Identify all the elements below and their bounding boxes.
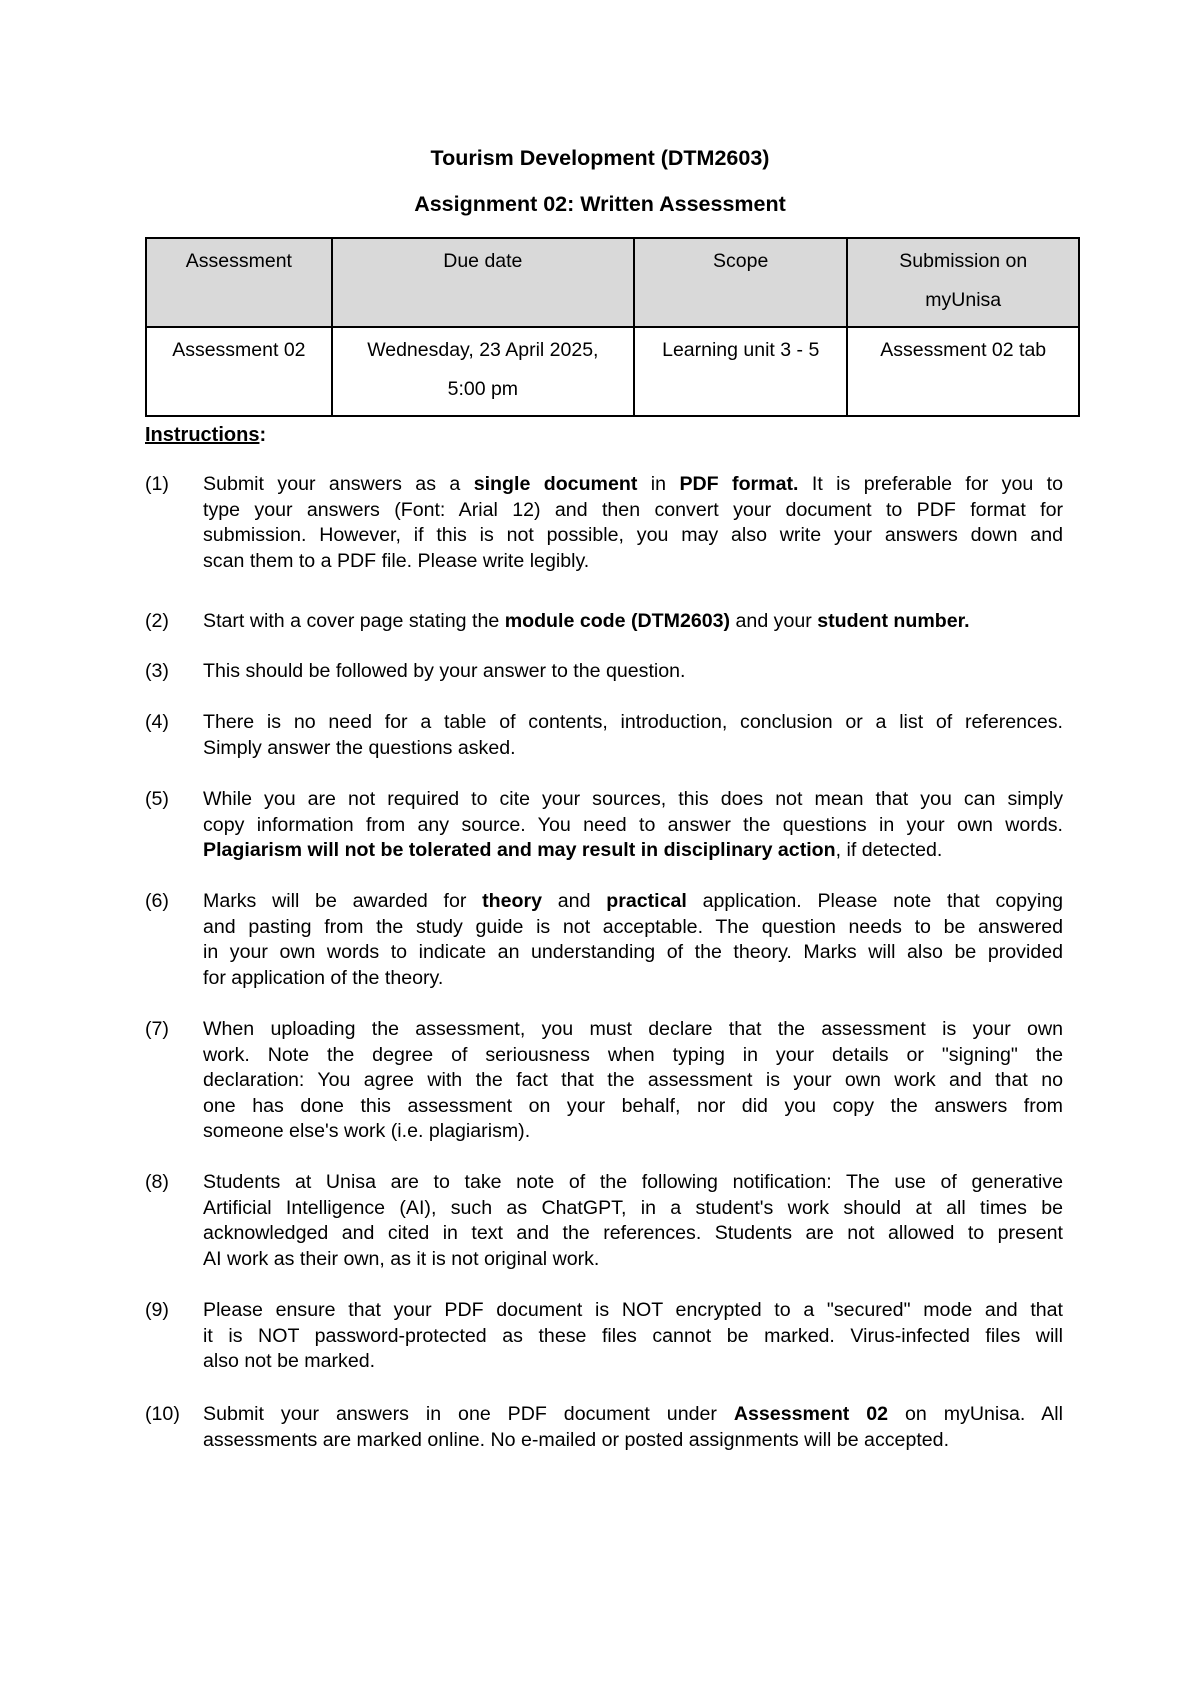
cell-submission: Assessment 02 tab	[847, 327, 1079, 416]
assessment-info-table	[145, 237, 1080, 417]
item-text-line: one has done this assessment on your behalf, nor did you copy the answers from	[203, 1094, 1063, 1117]
item-number: (9)	[145, 1299, 169, 1321]
item-text-line: While you are not required to cite your sources, this does not mean that you can simply	[203, 788, 1063, 810]
instructions-label: Instructions	[145, 424, 260, 446]
item-text-line: submission. However, if this is not possible, you may also write your answers down and	[203, 524, 1063, 546]
item-number: (6)	[145, 890, 169, 912]
item-text-line: also not be marked.	[203, 1350, 376, 1372]
item-text-line: This should be followed by your answer to the question.	[203, 660, 686, 682]
item-text-line: and pasting from the study guide is not acceptable. The question needs to be answered	[203, 915, 1063, 938]
item-text-line: copy information from any source. You need to answer the questions in your own words.	[203, 813, 1063, 836]
item-text-line: Please ensure that your PDF document is NOT encrypted to a "secured" mode and that	[203, 1299, 1063, 1321]
emphasis-text: Assessment 02	[733, 1403, 889, 1425]
emphasis-text: single document	[473, 473, 638, 495]
assignment-title: Assignment 02: Written Assessment	[414, 192, 786, 216]
item-text	[203, 1170, 1063, 1272]
header-submission-line1: Submission on	[899, 250, 1028, 272]
cell-due-date	[332, 327, 634, 416]
item-text-line: Start with a cover page stating the module code (DTM2603) and your student number.	[203, 610, 970, 632]
emphasis-text: theory	[482, 890, 543, 912]
table-row	[146, 327, 1079, 416]
emphasis-text: student number.	[817, 610, 970, 632]
course-title: Tourism Development (DTM2603)	[430, 146, 770, 170]
item-text	[203, 889, 1063, 991]
item-text-line: There is no need for a table of contents, introduction, conclusion or a list of references.	[203, 711, 1063, 733]
item-text	[203, 1402, 1063, 1453]
header-due-date: Due date	[332, 238, 634, 327]
item-text-line: When uploading the assessment, you must declare that the assessment is your own	[203, 1018, 1063, 1040]
item-text	[203, 710, 1063, 761]
item-text-line: Simply answer the questions asked.	[203, 736, 516, 759]
item-number: (1)	[145, 473, 169, 495]
table-header-row	[146, 238, 1079, 327]
due-date-line2: 5:00 pm	[447, 378, 519, 400]
cell-scope: Learning unit 3 - 5	[634, 327, 847, 416]
header-scope: Scope	[634, 238, 847, 327]
item-text-line: Students at Unisa are to take note of the following notification: The use of generative	[203, 1171, 1063, 1193]
item-text-line: Marks will be awarded for theory and practical application. Please note that copying	[203, 890, 1063, 912]
header-submission-line2: myUnisa	[925, 289, 1002, 311]
item-text-line: it is NOT password-protected as these files cannot be marked. Virus-infected files will	[203, 1324, 1063, 1347]
item-text-line: work. Note the degree of seriousness when typing in your details or "signing" the	[203, 1043, 1063, 1066]
item-number: (3)	[145, 660, 169, 682]
item-text	[203, 659, 1063, 685]
header-submission	[847, 238, 1079, 327]
emphasis-text: practical	[606, 890, 687, 912]
due-date-line1: Wednesday, 23 April 2025,	[367, 339, 599, 361]
item-text-line: declaration: You agree with the fact that the assessment is your own work and that no	[203, 1069, 1063, 1091]
item-text-line: Artificial Intelligence (AI), such as ChatGPT, in a student's work should at all times be	[203, 1196, 1063, 1219]
item-text-line: scan them to a PDF file. Please write legibly.	[203, 549, 590, 572]
item-text-line: Plagiarism will not be tolerated and may result in disciplinary action, if detected.	[203, 839, 943, 861]
emphasis-text: PDF format.	[679, 473, 799, 495]
item-text	[203, 1298, 1063, 1375]
item-text-line: Submit your answers in one PDF document under Assessment 02 on myUnisa. All	[203, 1403, 1064, 1425]
instructions-heading	[145, 424, 266, 447]
emphasis-text: Plagiarism will not be tolerated and may result in disciplinary action	[203, 839, 836, 861]
instructions-colon: :	[259, 424, 267, 446]
item-number: (4)	[145, 711, 169, 733]
header-assessment: Assessment	[146, 238, 332, 327]
item-text	[203, 787, 1063, 864]
item-text-line: assessments are marked online. No e-mailed or posted assignments will be accepted.	[203, 1428, 950, 1451]
item-text-line: acknowledged and cited in text and the references. Students are not allowed to present	[203, 1222, 1063, 1244]
item-text	[203, 472, 1063, 574]
item-text-line: AI work as their own, as it is not original work.	[203, 1247, 600, 1270]
cell-assessment: Assessment 02	[146, 327, 332, 416]
item-number: (8)	[145, 1171, 169, 1193]
item-number: (10)	[145, 1403, 180, 1425]
item-text-line: someone else's work (i.e. plagiarism).	[203, 1120, 531, 1142]
item-text-line: for application of the theory.	[203, 966, 444, 989]
item-text-line: in your own words to indicate an understanding of the theory. Marks will also be provided	[203, 941, 1063, 963]
item-text-line: type your answers (Font: Arial 12) and then convert your document to PDF format for	[203, 498, 1063, 521]
item-number: (2)	[145, 610, 169, 632]
item-text	[203, 1017, 1063, 1145]
item-number: (5)	[145, 788, 169, 810]
item-text	[203, 609, 1063, 635]
item-number: (7)	[145, 1018, 169, 1040]
item-text-line: Submit your answers as a single document in PDF format. It is preferable for you to	[203, 473, 1064, 495]
emphasis-text: module code (DTM2603)	[504, 610, 731, 632]
